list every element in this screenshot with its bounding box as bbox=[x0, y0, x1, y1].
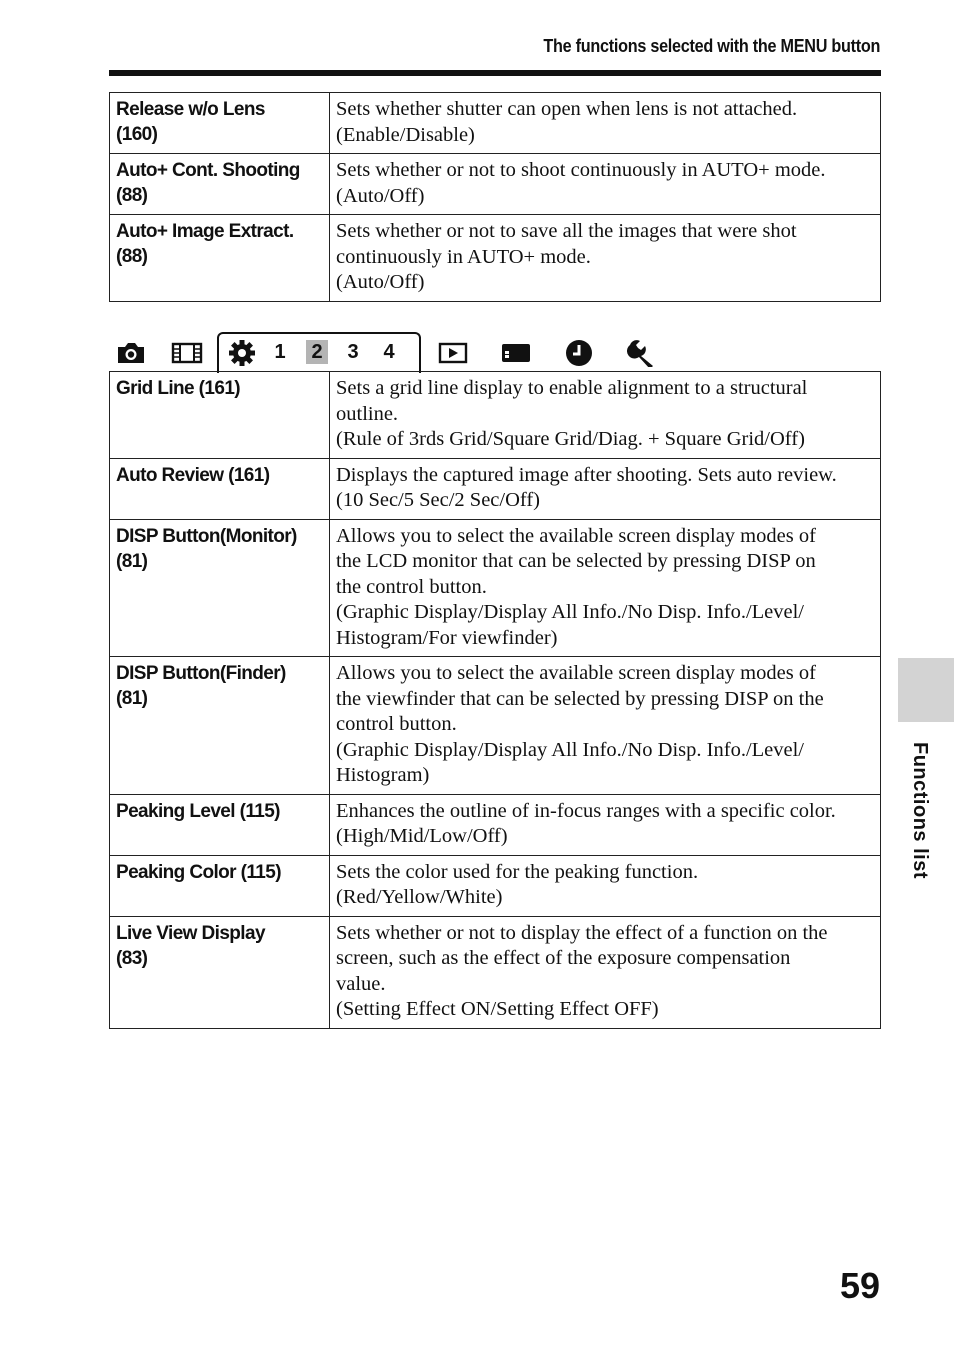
function-name-line: Peaking Level (115) bbox=[116, 800, 280, 822]
function-name-cell bbox=[110, 215, 330, 302]
function-description-line: (10 Sec/5 Sec/2 Sec/Off) bbox=[336, 489, 540, 511]
function-description-cell bbox=[330, 93, 881, 154]
function-name-line: Auto+ Image Extract. bbox=[116, 221, 294, 242]
tab-number[interactable]: 4 bbox=[383, 341, 395, 363]
function-name-line: (81) bbox=[116, 550, 148, 572]
movie-icon[interactable] bbox=[171, 340, 203, 366]
function-description-line: Sets whether or not to save all the images that were shot bbox=[336, 220, 797, 242]
function-name-line: (160) bbox=[116, 124, 158, 145]
function-description-line: Sets a grid line display to enable alignment to a structural bbox=[336, 377, 808, 399]
function-description-cell bbox=[330, 916, 881, 1028]
function-name-line: Release w/o Lens bbox=[116, 99, 265, 120]
function-name-cell bbox=[110, 93, 330, 154]
function-description-line: (Auto/Off) bbox=[336, 271, 425, 293]
gear-icon[interactable] bbox=[226, 340, 258, 366]
function-description-line: Enhances the outline of in-focus ranges with a specific color. bbox=[336, 799, 836, 822]
function-name-line: Peaking Color (115) bbox=[116, 861, 281, 883]
function-name-line: Live View Display bbox=[116, 922, 265, 944]
function-description-line: Sets whether or not to display the effect of a function on the bbox=[336, 921, 828, 944]
table-row bbox=[110, 519, 881, 657]
function-name-cell bbox=[110, 154, 330, 215]
tab-number[interactable]: 3 bbox=[347, 341, 359, 363]
function-description-line: Sets whether shutter can open when lens is not attached. bbox=[336, 98, 798, 120]
function-description-line: (Graphic Display/Display All Info./No Disp. Info./Level/ bbox=[336, 738, 804, 761]
side-tab-marker bbox=[898, 658, 954, 722]
function-description-line: (Rule of 3rds Grid/Square Grid/Diag. + Square Grid/Off) bbox=[336, 428, 805, 450]
function-description-line: (Setting Effect ON/Setting Effect OFF) bbox=[336, 998, 659, 1020]
function-name-cell bbox=[110, 372, 330, 459]
function-description-line: value. bbox=[336, 972, 386, 995]
table-row bbox=[110, 916, 881, 1028]
functions-table-main bbox=[109, 371, 881, 1029]
function-name-line: DISP Button(Finder) bbox=[116, 663, 286, 684]
function-name-line: Auto Review (161) bbox=[116, 464, 270, 486]
function-description-line: control button. bbox=[336, 713, 457, 735]
table-row bbox=[110, 458, 881, 519]
function-name-line: (88) bbox=[116, 246, 148, 267]
function-description-line: Histogram) bbox=[336, 764, 430, 786]
table-row bbox=[110, 657, 881, 795]
function-name-cell bbox=[110, 657, 330, 795]
function-description-line: Sets whether or not to shoot continuously in AUTO+ mode. bbox=[336, 159, 826, 181]
function-description-cell bbox=[330, 657, 881, 795]
header-rule bbox=[109, 70, 881, 76]
tab-number[interactable]: 1 bbox=[274, 341, 286, 363]
clock-icon[interactable] bbox=[563, 340, 595, 366]
function-description-line: screen, such as the effect of the exposure compensation bbox=[336, 947, 791, 969]
wrench-icon[interactable] bbox=[626, 340, 658, 366]
function-description-line: Displays the captured image after shooting. Sets auto review. bbox=[336, 463, 837, 486]
function-description-line: continuously in AUTO+ mode. bbox=[336, 245, 591, 268]
function-name-line: (83) bbox=[116, 947, 148, 969]
function-name-line: DISP Button(Monitor) bbox=[116, 525, 297, 547]
table-row bbox=[110, 855, 881, 916]
function-description-line: Allows you to select the available screen display modes of bbox=[336, 524, 816, 547]
function-name-cell bbox=[110, 916, 330, 1028]
function-description-cell bbox=[330, 855, 881, 916]
table-row bbox=[110, 372, 881, 459]
functions-table-top bbox=[109, 92, 881, 302]
table-row bbox=[110, 154, 881, 215]
function-name-cell bbox=[110, 519, 330, 657]
function-name-line: (81) bbox=[116, 688, 148, 709]
function-name-cell bbox=[110, 458, 330, 519]
function-description-cell bbox=[330, 372, 881, 459]
function-description-cell bbox=[330, 519, 881, 657]
function-description-line: the control button. bbox=[336, 575, 487, 598]
function-name-line: (88) bbox=[116, 185, 148, 206]
function-description-line: the LCD monitor that can be selected by pressing DISP on bbox=[336, 550, 816, 572]
tab-number-selected[interactable]: 2 bbox=[306, 340, 328, 364]
function-name-cell bbox=[110, 794, 330, 855]
table-row bbox=[110, 93, 881, 154]
menu-tab-bar bbox=[109, 331, 881, 371]
function-description-line: (Graphic Display/Display All Info./No Disp. Info./Level/ bbox=[336, 601, 804, 623]
function-description-line: Sets the color used for the peaking function. bbox=[336, 860, 699, 883]
function-description-line: (High/Mid/Low/Off) bbox=[336, 825, 508, 847]
playback-icon[interactable] bbox=[437, 340, 469, 366]
function-description-line: Allows you to select the available screen display modes of bbox=[336, 662, 816, 684]
table-row bbox=[110, 215, 881, 302]
function-description-line: (Red/Yellow/White) bbox=[336, 886, 503, 908]
application-icon[interactable] bbox=[500, 340, 532, 366]
function-description-cell bbox=[330, 794, 881, 855]
camera-icon[interactable] bbox=[115, 340, 147, 366]
function-description-line: the viewfinder that can be selected by pressing DISP on the bbox=[336, 687, 824, 710]
page-number: 59 bbox=[839, 1265, 880, 1306]
function-description-cell bbox=[330, 154, 881, 215]
function-description-line: (Auto/Off) bbox=[336, 184, 425, 207]
page-header-title: The functions selected with the MENU button bbox=[543, 36, 880, 56]
function-description-line: (Enable/Disable) bbox=[336, 123, 475, 146]
function-description-cell bbox=[330, 215, 881, 302]
function-description-line: outline. bbox=[336, 402, 399, 425]
side-tab-label: Functions list bbox=[909, 742, 931, 879]
function-name-line: Grid Line (161) bbox=[116, 378, 241, 399]
function-description-cell bbox=[330, 458, 881, 519]
function-description-line: Histogram/For viewfinder) bbox=[336, 626, 558, 649]
function-name-line: Auto+ Cont. Shooting bbox=[116, 160, 300, 181]
function-name-cell bbox=[110, 855, 330, 916]
table-row bbox=[110, 794, 881, 855]
